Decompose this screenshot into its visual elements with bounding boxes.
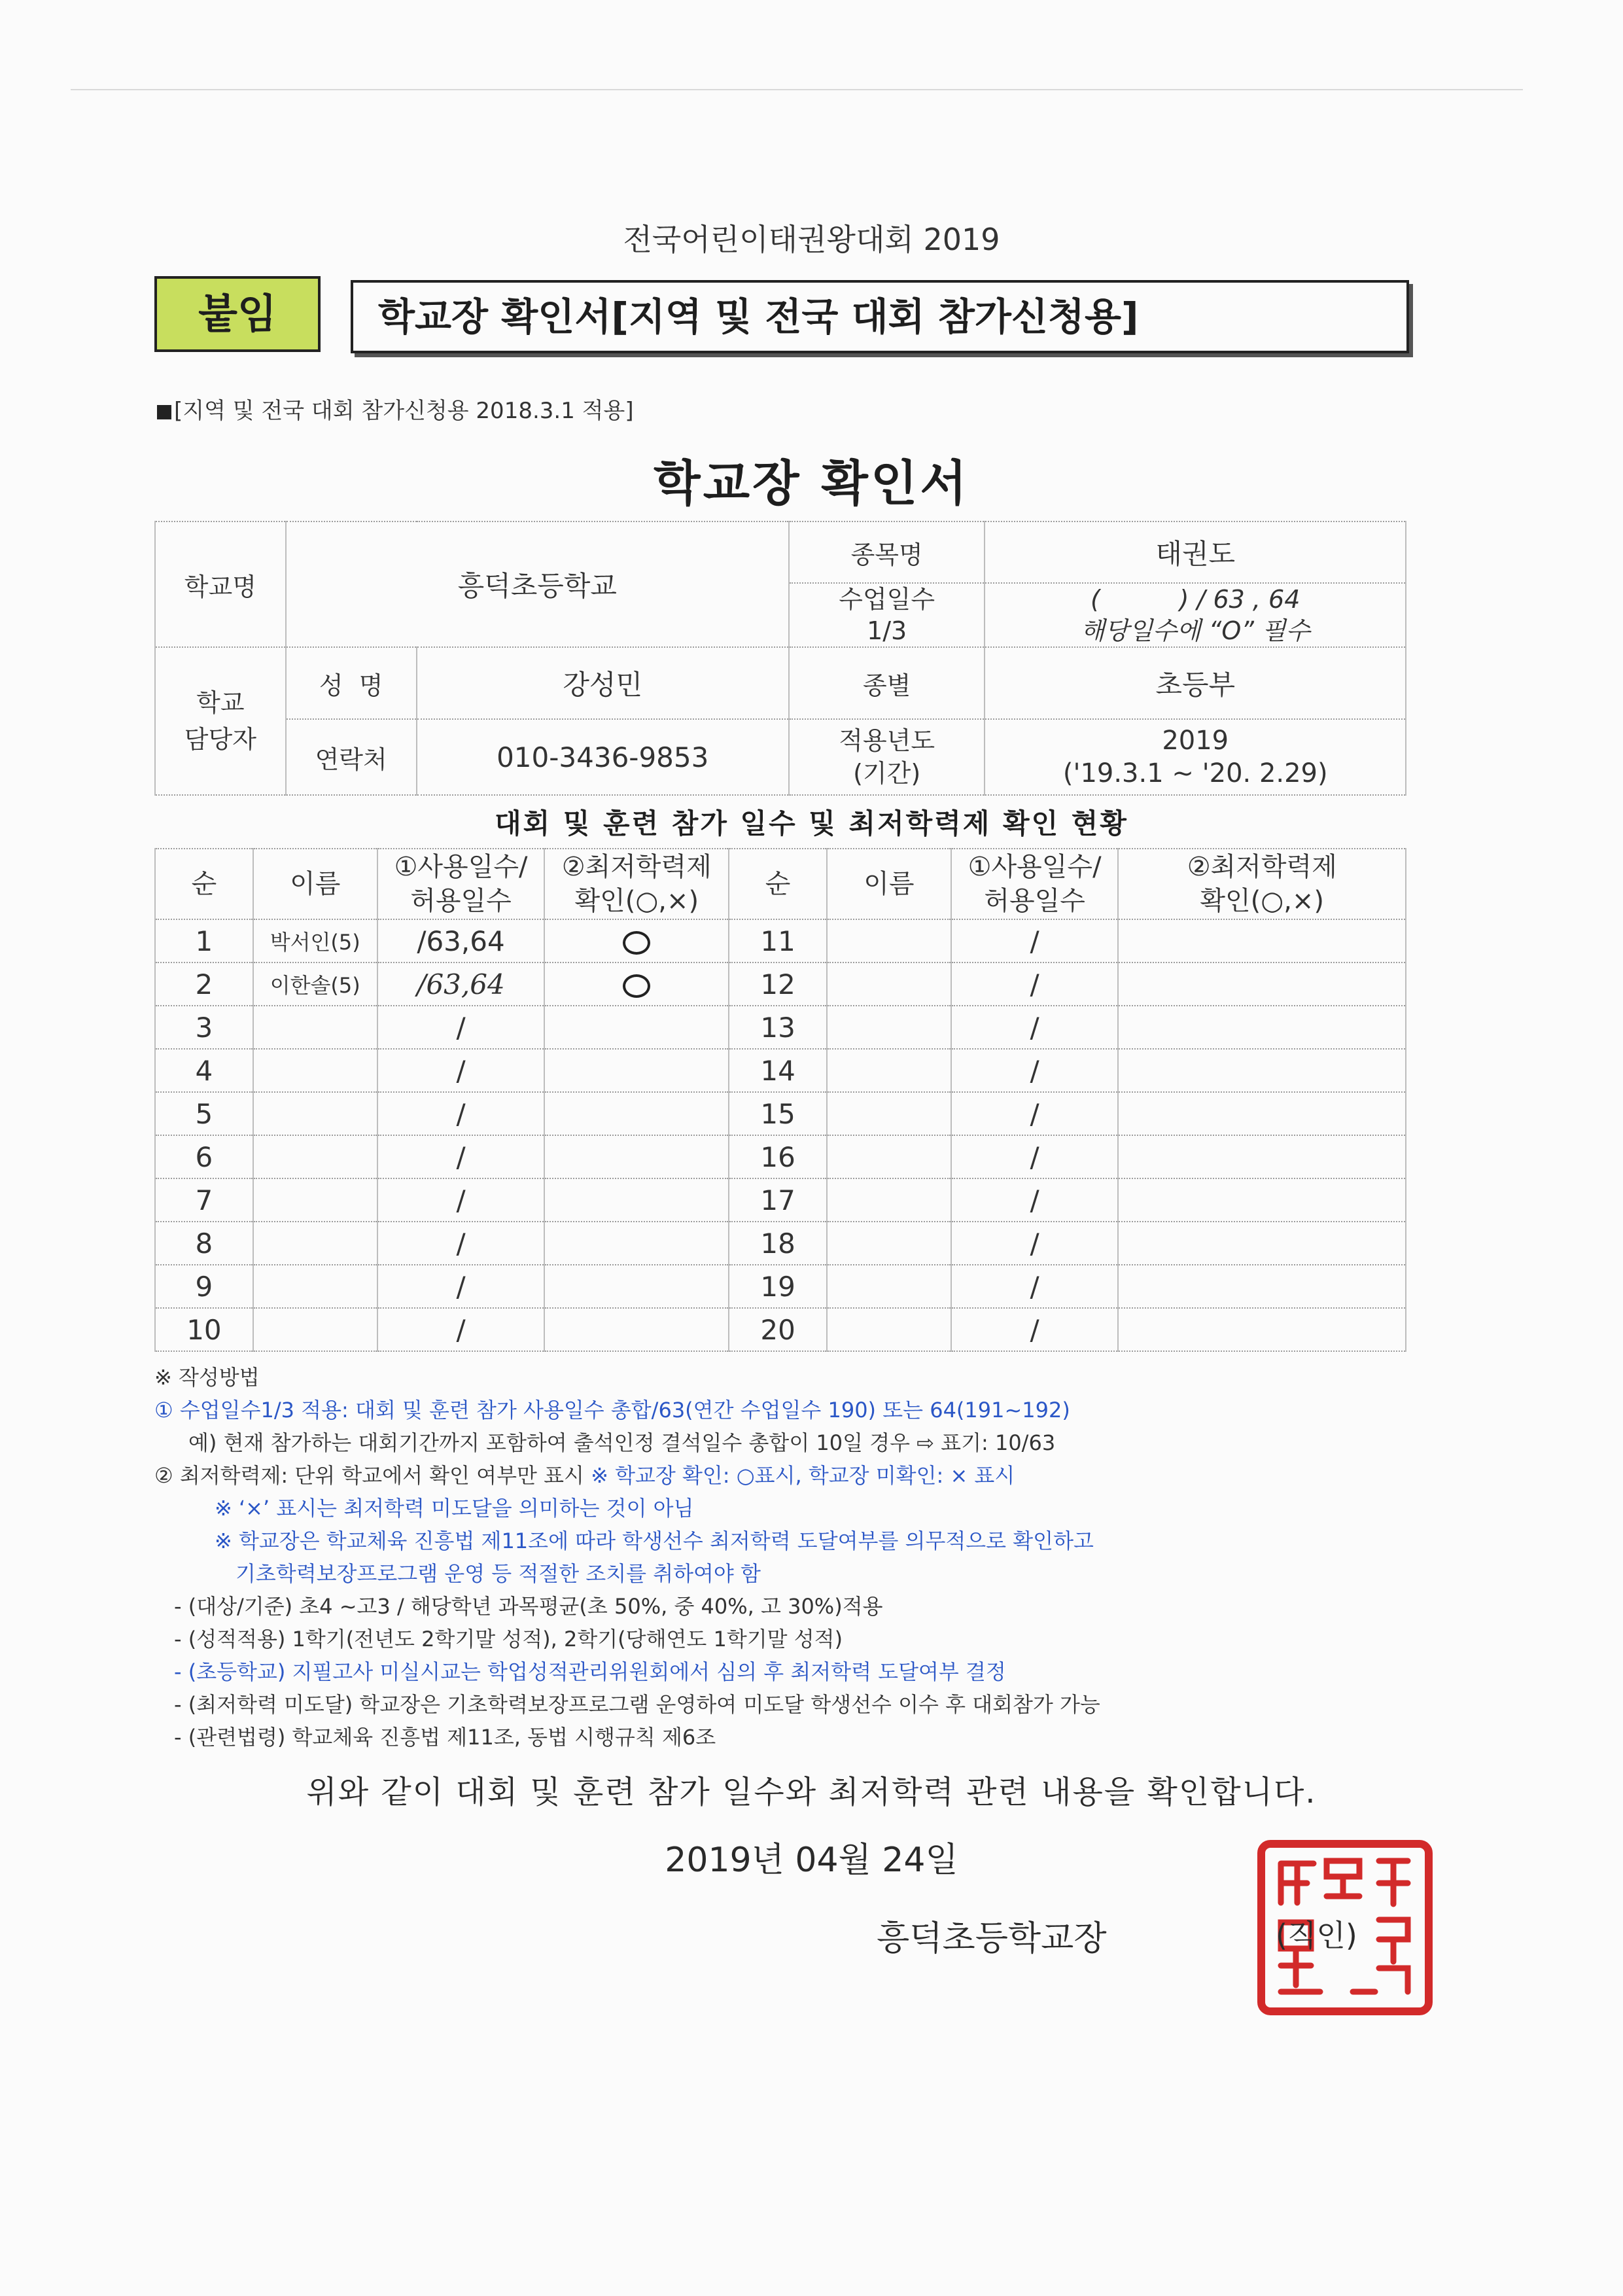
row-no-right: 14 (729, 1049, 827, 1092)
row-no-right: 12 (729, 963, 827, 1006)
col-min-header-l1: ②최저학력제 (561, 852, 712, 882)
contact-label-line2: 담당자 (184, 725, 256, 754)
days-used-right: / (951, 1308, 1119, 1351)
class-days-label-text: 수업일수 (839, 585, 935, 614)
class-days-note: 해당일수에 “O” 필수 (1081, 616, 1310, 645)
minimum-check-right (1118, 1049, 1406, 1092)
student-name-right (827, 1006, 951, 1049)
days-used: /63,64 (377, 919, 545, 963)
col-days-header (377, 849, 545, 919)
minimum-check (544, 963, 729, 1006)
person-name-label: 성 명 (286, 647, 417, 719)
instructions-block (154, 1361, 1437, 1754)
minimum-check-right (1118, 1178, 1406, 1222)
class-days-fraction: 1/3 (867, 616, 907, 645)
table-row (155, 1222, 1406, 1265)
table-row (155, 1092, 1406, 1135)
minimum-check-right (1118, 1265, 1406, 1308)
instruction-line-3 (154, 1459, 1437, 1492)
days-used-right: / (951, 919, 1119, 963)
minimum-check (544, 1222, 729, 1265)
row-no-right: 19 (729, 1265, 827, 1308)
year-value (985, 719, 1406, 795)
table-row (155, 919, 1406, 963)
instruction-line-3b: ※ 학교장 확인: ○표시, 학교장 미확인: × 표시 (584, 1463, 1015, 1488)
student-name: 이한솔(5) (253, 963, 377, 1006)
participation-table (154, 848, 1406, 1352)
contact-person-label (155, 647, 286, 795)
col-days-header-l1: ①사용일수/ (394, 852, 528, 882)
days-used: / (377, 1222, 545, 1265)
days-used-right: / (951, 963, 1119, 1006)
student-name (253, 1092, 377, 1135)
col-no-header-right: 순 (729, 849, 827, 919)
row-no: 7 (155, 1178, 253, 1222)
participation-section-title: 대회 및 훈련 참가 일수 및 최저학력제 확인 현황 (495, 807, 1128, 839)
person-name-value: 강성민 (417, 647, 789, 719)
col-min-header-right-l1: ②최저학력제 (1187, 852, 1337, 882)
days-used-right: / (951, 1178, 1119, 1222)
row-no-right: 11 (729, 919, 827, 963)
minimum-check (544, 919, 729, 963)
form-title: 학교장 확인서[지역 및 전국 대회 참가신청용] (351, 280, 1409, 353)
instruction-line-1: ① 수업일수1/3 적용: 대회 및 훈련 참가 사용일수 총합/63(연간 수업일수 190) 또는 64(191~192) (154, 1398, 1070, 1422)
student-name-right (827, 1265, 951, 1308)
contact-label-line1: 학교 (196, 688, 245, 717)
student-name-right (827, 1308, 951, 1351)
year-label-line1: 적용년도 (839, 726, 935, 755)
check-circle-mark (623, 974, 650, 998)
student-name-right (827, 1222, 951, 1265)
school-name-value: 흥덕초등학교 (286, 521, 789, 647)
event-name: 전국어린이태권왕대회 2019 (623, 222, 1000, 257)
instruction-line-6: 기초학력보장프로그램 운영 등 적절한 조치를 취하여야 함 (236, 1561, 761, 1586)
days-used: / (377, 1308, 545, 1351)
row-no-right: 16 (729, 1135, 827, 1178)
row-no: 3 (155, 1006, 253, 1049)
instruction-line-2: 예) 현재 참가하는 대회기간까지 포함하여 출석인정 결석일수 총합이 10일 경우 ⇨ 표기: 10/63 (188, 1430, 1056, 1455)
days-used: / (377, 1049, 545, 1092)
student-name (253, 1265, 377, 1308)
issue-date: 2019년 04월 24일 (665, 1841, 958, 1880)
instruction-line-8: - (성적적용) 1학기(전년도 2학기말 성적), 2학기(당해연도 1학기말 성적) (174, 1627, 843, 1651)
col-days-header-right (951, 849, 1119, 919)
student-name: 박서인(5) (253, 919, 377, 963)
row-no: 9 (155, 1265, 253, 1308)
table-row (155, 1265, 1406, 1308)
instructions-heading: ※ 작성방법 (154, 1365, 260, 1390)
phone-value: 010-3436-9853 (417, 719, 789, 795)
student-name-right (827, 1049, 951, 1092)
year-label-line2: (기간) (853, 759, 921, 788)
applicability-note-text: [지역 및 전국 대회 참가신청용 2018.3.1 적용] (174, 398, 634, 424)
col-minimum-header (544, 849, 729, 919)
minimum-check-right (1118, 919, 1406, 963)
student-name (253, 1222, 377, 1265)
sport-label: 종목명 (789, 521, 985, 583)
minimum-check-right (1118, 1308, 1406, 1351)
col-minimum-header-right (1118, 849, 1406, 919)
row-no-right: 15 (729, 1092, 827, 1135)
student-name-right (827, 963, 951, 1006)
days-used: /63,64 (377, 963, 545, 1006)
year-value-text: 2019 (1162, 726, 1229, 756)
minimum-check (544, 1092, 729, 1135)
category-label: 종별 (789, 647, 985, 719)
student-name (253, 1006, 377, 1049)
row-no: 10 (155, 1308, 253, 1351)
check-circle-mark (623, 931, 650, 955)
row-no: 4 (155, 1049, 253, 1092)
col-days-header-l2: 허용일수 (410, 886, 512, 916)
principal-name: 흥덕초등학교장 (877, 1919, 1107, 1958)
minimum-check-right (1118, 1135, 1406, 1178)
days-used: / (377, 1006, 545, 1049)
table-row (155, 1308, 1406, 1351)
col-name-header: 이름 (253, 849, 377, 919)
days-used: / (377, 1135, 545, 1178)
school-name-label: 학교명 (155, 521, 286, 647)
category-value: 초등부 (985, 647, 1406, 719)
student-name-right (827, 1178, 951, 1222)
days-used: / (377, 1178, 545, 1222)
class-days-value (985, 583, 1406, 647)
table-row (155, 1006, 1406, 1049)
instruction-line-7: - (대상/기준) 초4 ~고3 / 해당학년 과목평균(초 50%, 중 40%, 고 30%)적용 (174, 1594, 883, 1619)
instruction-line-10: - (최저학력 미도달) 학교장은 기초학력보장프로그램 운영하여 미도달 학생선수 이수 후 대회참가 가능 (174, 1692, 1100, 1717)
year-label (789, 719, 985, 795)
days-used-right: / (951, 1135, 1119, 1178)
row-no-right: 20 (729, 1308, 827, 1351)
col-days-header-right-l1: ①사용일수/ (968, 852, 1102, 882)
instruction-line-9: - (초등학교) 지필고사 미실시교는 학업성적관리위원회에서 심의 후 최저학력 도달여부 결정 (174, 1659, 1006, 1684)
student-name (253, 1178, 377, 1222)
document-title: 학교장 확인서 (654, 455, 969, 512)
table-row (155, 1049, 1406, 1092)
row-no: 8 (155, 1222, 253, 1265)
days-used-right: / (951, 1222, 1119, 1265)
instruction-line-11: - (관련법령) 학교체육 진흥법 제11조, 동법 시행규칙 제6조 (174, 1725, 716, 1750)
sport-value: 태권도 (985, 521, 1406, 583)
student-name (253, 1049, 377, 1092)
class-days-label (789, 583, 985, 647)
days-used: / (377, 1265, 545, 1308)
days-used-right: / (951, 1006, 1119, 1049)
row-no: 2 (155, 963, 253, 1006)
seal-label: (직인) (1276, 1918, 1357, 1953)
student-name-right (827, 1135, 951, 1178)
attachment-tag: 붙임 (154, 276, 321, 352)
minimum-check (544, 1308, 729, 1351)
row-no-right: 13 (729, 1006, 827, 1049)
row-no: 6 (155, 1135, 253, 1178)
days-used-right: / (951, 1049, 1119, 1092)
period-value-text: ('19.3.1 ~ '20. 2.29) (1062, 758, 1328, 788)
minimum-check-right (1118, 1092, 1406, 1135)
days-used-right: / (951, 1265, 1119, 1308)
student-name (253, 1308, 377, 1351)
col-min-header-l2: 확인(○,×) (574, 886, 699, 916)
minimum-check-right (1118, 1222, 1406, 1265)
minimum-check-right (1118, 1006, 1406, 1049)
student-name (253, 1135, 377, 1178)
minimum-check (544, 1006, 729, 1049)
col-no-header: 순 (155, 849, 253, 919)
table-row (155, 1135, 1406, 1178)
school-info-table (154, 521, 1406, 796)
scan-border-line (71, 89, 1523, 90)
square-bullet-icon (157, 405, 171, 419)
row-no-right: 18 (729, 1222, 827, 1265)
row-no: 1 (155, 919, 253, 963)
col-min-header-right-l2: 확인(○,×) (1200, 886, 1325, 916)
col-days-header-right-l2: 허용일수 (984, 886, 1085, 916)
minimum-check (544, 1135, 729, 1178)
applicability-note (157, 393, 634, 425)
minimum-check (544, 1049, 729, 1092)
minimum-check-right (1118, 963, 1406, 1006)
col-name-header-right: 이름 (827, 849, 951, 919)
row-no: 5 (155, 1092, 253, 1135)
instruction-line-3a: ② 최저학력제: 단위 학교에서 확인 여부만 표시 (154, 1463, 584, 1488)
confirmation-statement: 위와 같이 대회 및 훈련 참가 일수와 최저학력 관련 내용을 확인합니다. (306, 1774, 1317, 1810)
student-name-right (827, 919, 951, 963)
class-days-value-text: ( ) / 63 , 64 (1091, 585, 1300, 614)
instruction-line-4: ※ ‘×’ 표시는 최저학력 미도달을 의미하는 것이 아님 (215, 1496, 694, 1521)
row-no-right: 17 (729, 1178, 827, 1222)
minimum-check (544, 1178, 729, 1222)
days-used-right: / (951, 1092, 1119, 1135)
minimum-check (544, 1265, 729, 1308)
student-name-right (827, 1092, 951, 1135)
instruction-line-5: ※ 학교장은 학교체육 진흥법 제11조에 따라 학생선수 최저학력 도달여부를 의무적으로 확인하고 (215, 1528, 1094, 1553)
days-used: / (377, 1092, 545, 1135)
phone-label: 연락처 (286, 719, 417, 795)
table-row (155, 963, 1406, 1006)
table-row (155, 1178, 1406, 1222)
